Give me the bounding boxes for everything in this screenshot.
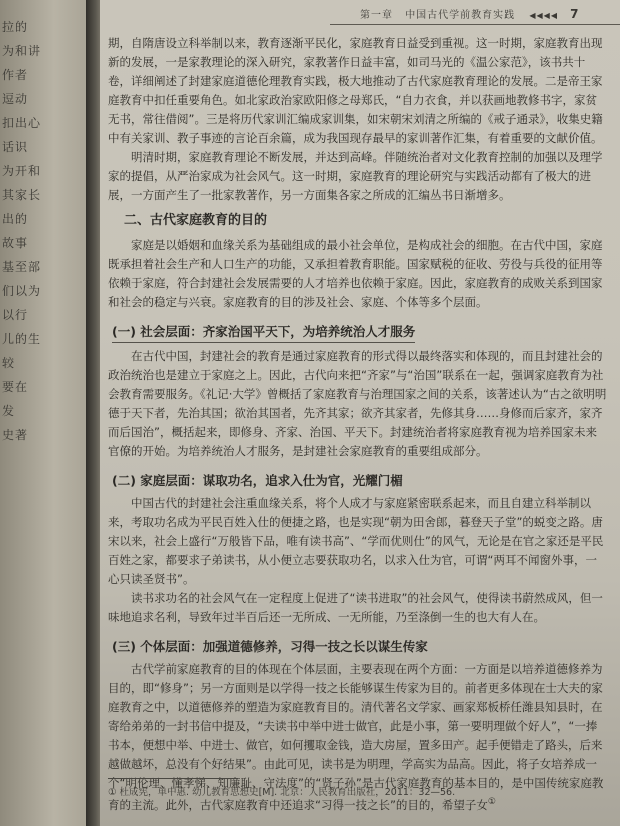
left-page-fragment: 史著	[2, 428, 29, 442]
subsection-title-social: (一) 社会层面：齐家治国平天下，为培养统治人才服务	[112, 322, 415, 343]
left-page-fragment: 以行	[2, 308, 29, 322]
left-page-fragment: 拉的	[2, 20, 29, 34]
left-page-fragment: 较	[2, 356, 16, 370]
left-page-fragment: 出的	[2, 212, 29, 226]
left-page-fragment: 故事	[2, 236, 29, 250]
chapter-title: 中国古代学前教育实践	[405, 10, 516, 21]
section-title: 二、古代家庭教育的目的	[124, 213, 268, 228]
left-page-fragment: 们以为	[2, 284, 42, 298]
intro-paragraph-2: 明清时期，家庭教育理论不断发展，并达到高峰。伴随统治者对文化教育控制的加强以及理学家的提倡，从严治家成为社会风气。这一时期，家庭教育的理论研究与实践活动都有了极大的进展，一方面产生了一批家教著作，另一方面集各家之所成的汇编丛书日渐增多。	[108, 150, 603, 202]
left-page-fragment: 话识	[2, 140, 29, 154]
left-page-fragment: 发	[2, 404, 16, 418]
body-text	[108, 34, 608, 815]
left-page-fragment: 逗动	[2, 92, 29, 106]
page-number: 7	[570, 7, 580, 21]
running-head	[330, 6, 620, 25]
subsection-family-paragraph-1: 中国古代的封建社会注重血缘关系，将个人成才与家庭紧密联系起来，而且自建立科举制以来，考取功名成为平民百姓入仕的便捷之路，也是实现“朝为田舍郎，暮登天子堂”的蜕变之路。唐宋以来，社会上盛行“万般皆下品，唯有读书高”、“学而优则仕”的风气，无论是在官之家还是平民百姓之家，都要求子弟读书，从小便立志要获取功名，以求入仕为官，可谓“两耳不闻窗外事，一心只读圣贤书”。	[108, 496, 604, 586]
left-page-fragment: 为开和	[2, 164, 42, 178]
chapter-label: 第一章	[360, 10, 393, 21]
subsection-family-paragraph-2: 读书求功名的社会风气在一定程度上促进了“读书进取”的社会风气，使得读书蔚然成风，但一味地追求名利，导致年过半百后还一无所成、一无所能，乃至涤倒一生的也大有人在。	[108, 591, 603, 624]
left-page-fragment: 为和讲	[2, 44, 42, 58]
footnote-marker: ①	[487, 797, 496, 807]
left-page-fragment: 儿的生	[2, 332, 42, 346]
left-page-fragment: 扣出心	[2, 116, 42, 130]
section-intro: 家庭是以婚姻和血缘关系为基础组成的最小社会单位，是构成社会的细胞。在古代中国，家庭既承担着社会生产和人口生产的功能，又承担着教育职能。国家赋税的征收、劳役与兵役的征用等依赖于家庭，符合封建社会发展需要的人才培养也依赖于家庭。因此，家庭教育的成败关系到国家和社会的稳定与兴衰。家庭教育的目的涉及社会、家庭、个体等多个层面。	[108, 238, 603, 309]
left-page-fragment: 其家长	[2, 188, 42, 202]
book-page	[100, 0, 620, 826]
subsection-social-paragraph: 在古代中国，封建社会的教育是通过家庭教育的形式得以最终落实和体现的，而且封建社会的政治统治也是建立于家庭之上。因此，古代向来把“齐家”与“治国”联系在一起，强调家庭教育为社会教育需要服务。《礼记·大学》曾概括了家庭教育与治理国家之间的关系，该著述认为“古之欲明明德于天下者，先治其国；欲治其国者，先齐其家；欲齐其家者，先修其身……身修而后家齐，家齐而后国治”，概括起来，即修身、齐家、治国、平天下。封建统治者将家庭教育视为培养国家未来官僚的开始。为培养统治人才服务，是封建社会家庭教育的重要组成部分。	[108, 349, 607, 458]
left-page-edge	[0, 0, 90, 826]
arrow-ornament-icon: ◀◀◀◀	[529, 11, 558, 20]
intro-paragraph-1: 期，自隋唐设立科举制以来，教育逐渐平民化，家庭教育日益受到重视。这一时期，家庭教育出现新的发展，一是家教理论的深入研究，家教著作日益丰富，如司马光的《温公家范》，该书共十卷，详细阐述了封建家庭道德伦理教育实践，极大地推动了古代家庭教育理论的发展。二是帝王家庭教育中扣任重要角色。如北家政治家欧阳修之母郑氏，“自力衣食，并以获画地教修书字，家贫无书，常往借阅”。三是将历代家训汇编成家训集，如宋朝宋刘清之所编的《戒子通录》，收集史籍中有关家训、教子事迹的言论百余篇，成为我国现存最早的家训著作汇集，有着重要的文献价值。	[108, 36, 603, 145]
footnote-divider	[108, 778, 238, 779]
individual-paragraph-text: 古代学前家庭教育的目的体现在个体层面，主要表现在两个方面：一方面是以培养道德修养为目的，即“修身”；另一方面则是以学得一技之长能够谋生传家为目的。前者更多体现在士大夫的家庭教育之中，以道德修养的塑造为家庭教育目的。清代著名文学家、画家郑板桥任潍县知县时，在寄给弟弟的一封书信中提及，“夫读书中举中进士做官，此是小事，第一要明理做个好人”，“一捧书本，便想中举、中进士、做官，如何攫取金钱，造大房屋，置多田产。起手便错走了路头，后来越做越坏，总没有个好结果”。由此可见，读书是为明理，学高实为品高。因此，将子女培养成一个“明伦理、懂孝悌、知廉耻、守法度”的“贤子孙”是古代家庭教育的基本目的，是中国传统家庭教育的主流。此外，古代家庭教育中还追求“习得一技之长”的目的，希望子女	[108, 662, 604, 812]
subsection-title-family: (二) 家庭层面：谋取功名，追求入仕为官，光耀门楣	[112, 473, 403, 488]
left-page-fragment: 要在	[2, 380, 29, 394]
left-page-fragment: 基至部	[2, 260, 42, 274]
left-page-fragment: 作者	[2, 68, 29, 82]
footnote: ① 杜成宪，单中惠. 幼儿教育思想史[M]. 北京：人民教育出版社，2011：32—56.	[108, 787, 456, 798]
subsection-title-individual: (三) 个体层面：加强道德修养，习得一技之长以谋生传家	[112, 639, 428, 654]
